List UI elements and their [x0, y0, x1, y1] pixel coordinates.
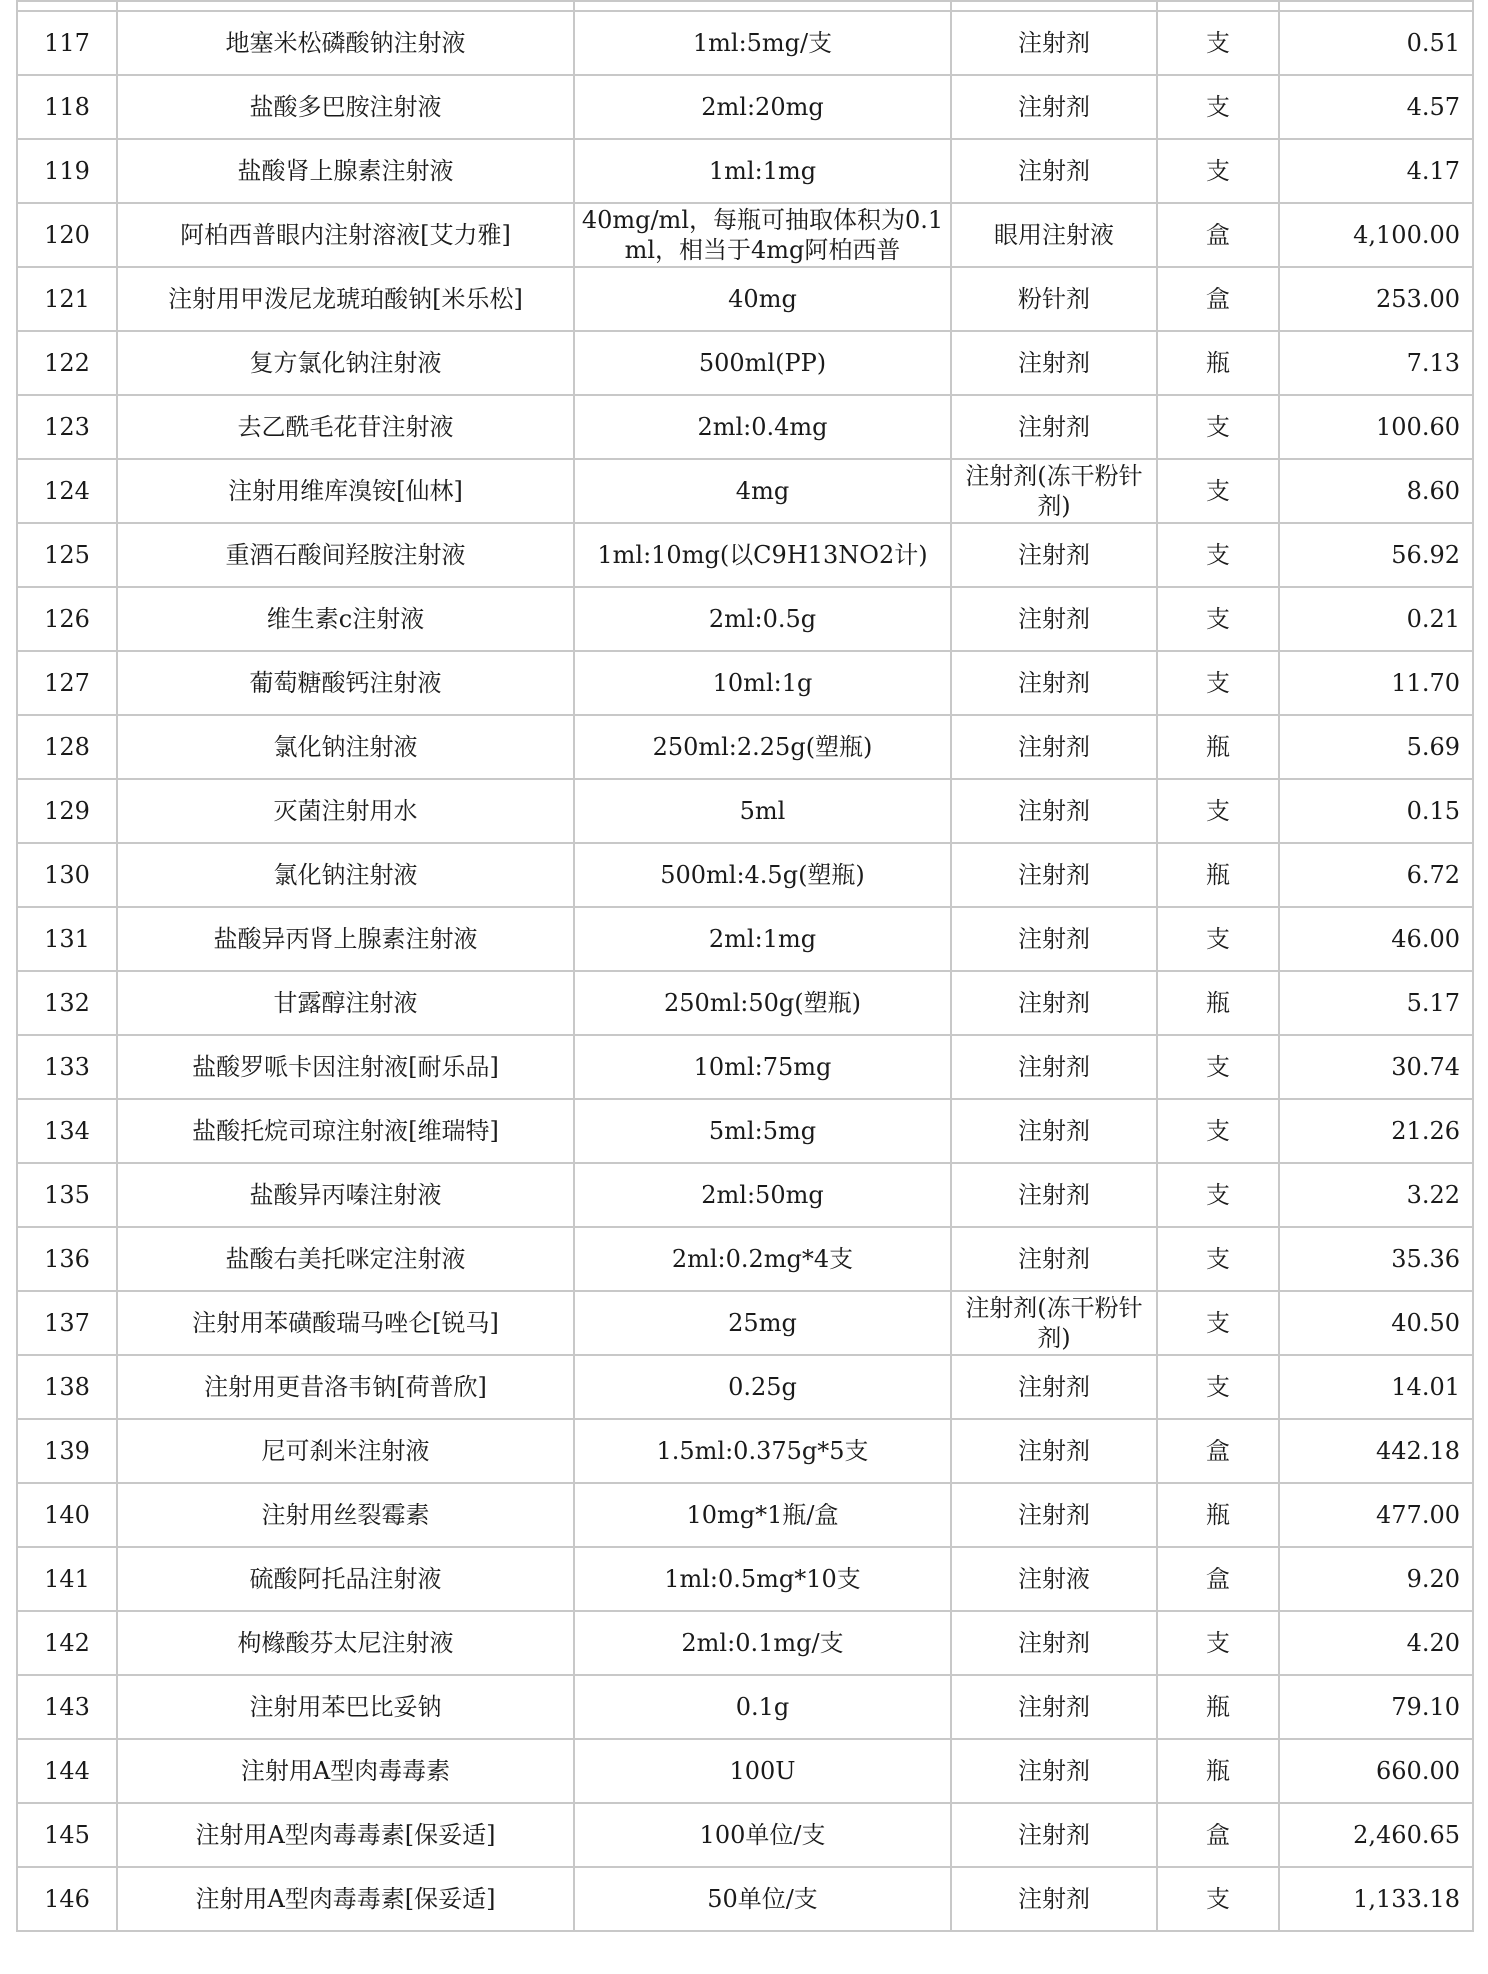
cell-number: 121 — [17, 267, 117, 331]
cell-drug-name: 枸橼酸芬太尼注射液 — [117, 1611, 574, 1675]
cell-number: 142 — [17, 1611, 117, 1675]
table-row — [17, 1803, 1473, 1867]
cell-drug-name: 维生素c注射液 — [117, 587, 574, 651]
cell-specification: 2ml:20mg — [574, 75, 951, 139]
cell-unit: 支 — [1157, 1035, 1279, 1099]
drug-price-table-container — [16, 0, 1472, 1932]
cell-specification: 0.25g — [574, 1355, 951, 1419]
table-row — [17, 267, 1473, 331]
table-row — [17, 523, 1473, 587]
cell-number: 122 — [17, 331, 117, 395]
cell-dosage-form: 注射剂 — [951, 11, 1157, 75]
cell-specification: 100单位/支 — [574, 1803, 951, 1867]
cell-drug-name: 盐酸异丙嗪注射液 — [117, 1163, 574, 1227]
cell-unit: 支 — [1157, 1355, 1279, 1419]
cell-specification: 40mg — [574, 267, 951, 331]
cell-dosage-form: 注射剂 — [951, 395, 1157, 459]
table-row — [17, 395, 1473, 459]
table-row — [17, 1675, 1473, 1739]
cell-drug-name: 注射用苯巴比妥钠 — [117, 1675, 574, 1739]
cell-unit: 支 — [1157, 1163, 1279, 1227]
cell-number: 131 — [17, 907, 117, 971]
cell-price: 21.26 — [1279, 1099, 1473, 1163]
cell-specification: 2ml:0.4mg — [574, 395, 951, 459]
table-row — [17, 843, 1473, 907]
cell-price: 3.22 — [1279, 1163, 1473, 1227]
table-row — [17, 331, 1473, 395]
cell-specification: 1.5ml:0.375g*5支 — [574, 1419, 951, 1483]
cell-specification: 2ml:0.2mg*4支 — [574, 1227, 951, 1291]
cell-drug-name: 盐酸托烷司琼注射液[维瑞特] — [117, 1099, 574, 1163]
cell-price: 35.36 — [1279, 1227, 1473, 1291]
cell-unit: 盒 — [1157, 203, 1279, 267]
cell-dosage-form: 注射剂 — [951, 1483, 1157, 1547]
cell-unit: 支 — [1157, 651, 1279, 715]
cell-dosage-form: 注射剂 — [951, 523, 1157, 587]
cell-dosage-form: 注射剂 — [951, 139, 1157, 203]
cell-dosage-form: 注射剂 — [951, 1867, 1157, 1931]
table-row — [17, 139, 1473, 203]
cell-number: 134 — [17, 1099, 117, 1163]
cell-dosage-form: 注射剂 — [951, 1611, 1157, 1675]
cell-number: 143 — [17, 1675, 117, 1739]
cell-unit: 支 — [1157, 395, 1279, 459]
cell-drug-name: 重酒石酸间羟胺注射液 — [117, 523, 574, 587]
cell-dosage-form: 注射剂 — [951, 1035, 1157, 1099]
cell-dosage-form: 注射剂 — [951, 587, 1157, 651]
cell-drug-name: 注射用甲泼尼龙琥珀酸钠[米乐松] — [117, 267, 574, 331]
cell-drug-name: 注射用苯磺酸瑞马唑仑[锐马] — [117, 1291, 574, 1355]
cell-drug-name: 盐酸罗哌卡因注射液[耐乐品] — [117, 1035, 574, 1099]
table-row — [17, 1291, 1473, 1355]
cell-drug-name: 注射用更昔洛韦钠[荷普欣] — [117, 1355, 574, 1419]
table-row — [17, 1227, 1473, 1291]
cell-dosage-form: 注射剂 — [951, 651, 1157, 715]
cell-dosage-form: 注射液 — [951, 1547, 1157, 1611]
table-row — [17, 1163, 1473, 1227]
table-row — [17, 715, 1473, 779]
table-row — [17, 1739, 1473, 1803]
cell-number: 123 — [17, 395, 117, 459]
cell-specification: 2ml:0.5g — [574, 587, 951, 651]
cell-unit: 盒 — [1157, 1803, 1279, 1867]
cell-drug-name: 地塞米松磷酸钠注射液 — [117, 11, 574, 75]
cell-specification: 2ml:0.1mg/支 — [574, 1611, 951, 1675]
cell-number: 126 — [17, 587, 117, 651]
cell-dosage-form: 注射剂 — [951, 843, 1157, 907]
cell-number: 138 — [17, 1355, 117, 1419]
cell-dosage-form: 注射剂 — [951, 331, 1157, 395]
cell-number: 124 — [17, 459, 117, 523]
cell-drug-name: 注射用A型肉毒毒素[保妥适] — [117, 1867, 574, 1931]
cell-unit: 支 — [1157, 459, 1279, 523]
cell-number: 128 — [17, 715, 117, 779]
cell-dosage-form: 注射剂 — [951, 779, 1157, 843]
cell-drug-name: 尼可刹米注射液 — [117, 1419, 574, 1483]
table-row — [17, 1867, 1473, 1931]
cell-unit: 支 — [1157, 139, 1279, 203]
cell-price: 0.15 — [1279, 779, 1473, 843]
table-body — [17, 1, 1473, 1931]
cell-number: 120 — [17, 203, 117, 267]
cell-unit: 盒 — [1157, 1419, 1279, 1483]
cell-unit: 支 — [1157, 1099, 1279, 1163]
cell-drug-name: 去乙酰毛花苷注射液 — [117, 395, 574, 459]
cell-number: 139 — [17, 1419, 117, 1483]
cell-specification: 10ml:75mg — [574, 1035, 951, 1099]
cell-unit: 支 — [1157, 75, 1279, 139]
cell-dosage-form: 眼用注射液 — [951, 203, 1157, 267]
cell-unit: 瓶 — [1157, 1739, 1279, 1803]
cell-specification: 10mg*1瓶/盒 — [574, 1483, 951, 1547]
cell-dosage-form: 粉针剂 — [951, 267, 1157, 331]
cell-unit: 支 — [1157, 907, 1279, 971]
cell-price: 46.00 — [1279, 907, 1473, 971]
cell-dosage-form: 注射剂 — [951, 907, 1157, 971]
cell-number: 133 — [17, 1035, 117, 1099]
cell-price: 4,100.00 — [1279, 203, 1473, 267]
cell-price: 5.17 — [1279, 971, 1473, 1035]
table-row — [17, 75, 1473, 139]
cell-price: 79.10 — [1279, 1675, 1473, 1739]
table-row — [17, 11, 1473, 75]
cell-number: 125 — [17, 523, 117, 587]
cell-price: 7.13 — [1279, 331, 1473, 395]
cell-drug-name: 注射用A型肉毒毒素[保妥适] — [117, 1803, 574, 1867]
cell-unit: 盒 — [1157, 267, 1279, 331]
cell-drug-name: 硫酸阿托品注射液 — [117, 1547, 574, 1611]
cell-drug-name: 甘露醇注射液 — [117, 971, 574, 1035]
cell-specification: 5ml:5mg — [574, 1099, 951, 1163]
cell-unit: 支 — [1157, 1611, 1279, 1675]
table-row — [17, 587, 1473, 651]
cell-dosage-form: 注射剂 — [951, 1163, 1157, 1227]
cell-price: 5.69 — [1279, 715, 1473, 779]
cell-specification: 250ml:2.25g(塑瓶) — [574, 715, 951, 779]
table-row — [17, 907, 1473, 971]
cell-price: 660.00 — [1279, 1739, 1473, 1803]
cell-unit: 支 — [1157, 1867, 1279, 1931]
cell-drug-name: 阿柏西普眼内注射溶液[艾力雅] — [117, 203, 574, 267]
cell-number: 141 — [17, 1547, 117, 1611]
cell-unit: 支 — [1157, 523, 1279, 587]
cell-price: 4.17 — [1279, 139, 1473, 203]
cell-drug-name: 盐酸多巴胺注射液 — [117, 75, 574, 139]
table-row — [17, 203, 1473, 267]
cell-number: 145 — [17, 1803, 117, 1867]
table-row — [17, 971, 1473, 1035]
cell-drug-name: 氯化钠注射液 — [117, 715, 574, 779]
cell-dosage-form: 注射剂 — [951, 1803, 1157, 1867]
cell-number: 135 — [17, 1163, 117, 1227]
cell-price: 1,133.18 — [1279, 1867, 1473, 1931]
cell-drug-name: 注射用A型肉毒毒素 — [117, 1739, 574, 1803]
cell-number: 119 — [17, 139, 117, 203]
cell-number: 136 — [17, 1227, 117, 1291]
cell-specification: 4mg — [574, 459, 951, 523]
cell-number: 130 — [17, 843, 117, 907]
cell-drug-name: 葡萄糖酸钙注射液 — [117, 651, 574, 715]
cell-dosage-form: 注射剂 — [951, 1739, 1157, 1803]
cell-dosage-form: 注射剂 — [951, 75, 1157, 139]
cell-unit: 支 — [1157, 1291, 1279, 1355]
table-row — [17, 459, 1473, 523]
cell-number: 129 — [17, 779, 117, 843]
cell-drug-name: 盐酸异丙肾上腺素注射液 — [117, 907, 574, 971]
cell-dosage-form: 注射剂 — [951, 971, 1157, 1035]
cell-specification: 1ml:5mg/支 — [574, 11, 951, 75]
cell-drug-name: 灭菌注射用水 — [117, 779, 574, 843]
cell-unit: 盒 — [1157, 1547, 1279, 1611]
cell-specification: 2ml:1mg — [574, 907, 951, 971]
cell-unit: 支 — [1157, 587, 1279, 651]
cell-unit: 瓶 — [1157, 1675, 1279, 1739]
cell-number: 146 — [17, 1867, 117, 1931]
cell-drug-name: 注射用维库溴铵[仙林] — [117, 459, 574, 523]
cell-dosage-form: 注射剂 — [951, 1227, 1157, 1291]
cell-specification: 500ml:4.5g(塑瓶) — [574, 843, 951, 907]
cell-drug-name: 注射用丝裂霉素 — [117, 1483, 574, 1547]
cell-price: 6.72 — [1279, 843, 1473, 907]
cell-specification: 250ml:50g(塑瓶) — [574, 971, 951, 1035]
cell-price: 4.57 — [1279, 75, 1473, 139]
cell-drug-name: 氯化钠注射液 — [117, 843, 574, 907]
cell-specification: 5ml — [574, 779, 951, 843]
cell-unit: 支 — [1157, 779, 1279, 843]
cell-dosage-form: 注射剂(冻干粉针剂) — [951, 1291, 1157, 1355]
cell-price: 30.74 — [1279, 1035, 1473, 1099]
cell-price: 8.60 — [1279, 459, 1473, 523]
cell-drug-name: 盐酸右美托咪定注射液 — [117, 1227, 574, 1291]
table-row — [17, 1099, 1473, 1163]
cell-unit: 支 — [1157, 11, 1279, 75]
cell-price: 100.60 — [1279, 395, 1473, 459]
cell-price: 40.50 — [1279, 1291, 1473, 1355]
cell-specification: 1ml:1mg — [574, 139, 951, 203]
cell-price: 253.00 — [1279, 267, 1473, 331]
cell-price: 0.51 — [1279, 11, 1473, 75]
cell-price: 0.21 — [1279, 587, 1473, 651]
cell-price: 2,460.65 — [1279, 1803, 1473, 1867]
cell-number: 137 — [17, 1291, 117, 1355]
cell-dosage-form: 注射剂 — [951, 1419, 1157, 1483]
cell-drug-name: 复方氯化钠注射液 — [117, 331, 574, 395]
cell-specification: 2ml:50mg — [574, 1163, 951, 1227]
cell-price: 9.20 — [1279, 1547, 1473, 1611]
drug-price-table — [16, 0, 1474, 1932]
cell-price: 4.20 — [1279, 1611, 1473, 1675]
cell-specification: 25mg — [574, 1291, 951, 1355]
cell-unit: 瓶 — [1157, 715, 1279, 779]
cell-unit: 瓶 — [1157, 331, 1279, 395]
cell-specification: 1ml:10mg(以C9H13NO2计) — [574, 523, 951, 587]
cell-number: 127 — [17, 651, 117, 715]
cell-number: 144 — [17, 1739, 117, 1803]
cell-dosage-form: 注射剂 — [951, 1355, 1157, 1419]
cell-price: 14.01 — [1279, 1355, 1473, 1419]
cell-specification: 10ml:1g — [574, 651, 951, 715]
table-row — [17, 1035, 1473, 1099]
table-row — [17, 651, 1473, 715]
cell-dosage-form: 注射剂 — [951, 1099, 1157, 1163]
cell-price: 11.70 — [1279, 651, 1473, 715]
cell-number: 118 — [17, 75, 117, 139]
table-row — [17, 1419, 1473, 1483]
cell-specification: 50单位/支 — [574, 1867, 951, 1931]
cell-number: 132 — [17, 971, 117, 1035]
cell-specification: 1ml:0.5mg*10支 — [574, 1547, 951, 1611]
cell-price: 56.92 — [1279, 523, 1473, 587]
table-row — [17, 1483, 1473, 1547]
cell-specification: 100U — [574, 1739, 951, 1803]
cell-unit: 支 — [1157, 1227, 1279, 1291]
cell-number: 117 — [17, 11, 117, 75]
cell-specification: 500ml(PP) — [574, 331, 951, 395]
cell-specification: 40mg/ml，每瓶可抽取体积为0.1ml，相当于4mg阿柏西普 — [574, 203, 951, 267]
cell-unit: 瓶 — [1157, 843, 1279, 907]
table-row — [17, 1547, 1473, 1611]
table-row — [17, 1611, 1473, 1675]
cell-number: 140 — [17, 1483, 117, 1547]
previous-row-fragment — [17, 1, 1473, 11]
cell-dosage-form: 注射剂 — [951, 715, 1157, 779]
cell-price: 442.18 — [1279, 1419, 1473, 1483]
cell-unit: 瓶 — [1157, 971, 1279, 1035]
cell-price: 477.00 — [1279, 1483, 1473, 1547]
table-row — [17, 779, 1473, 843]
cell-unit: 瓶 — [1157, 1483, 1279, 1547]
cell-specification: 0.1g — [574, 1675, 951, 1739]
cell-dosage-form: 注射剂(冻干粉针剂) — [951, 459, 1157, 523]
table-row — [17, 1355, 1473, 1419]
cell-drug-name: 盐酸肾上腺素注射液 — [117, 139, 574, 203]
cell-dosage-form: 注射剂 — [951, 1675, 1157, 1739]
